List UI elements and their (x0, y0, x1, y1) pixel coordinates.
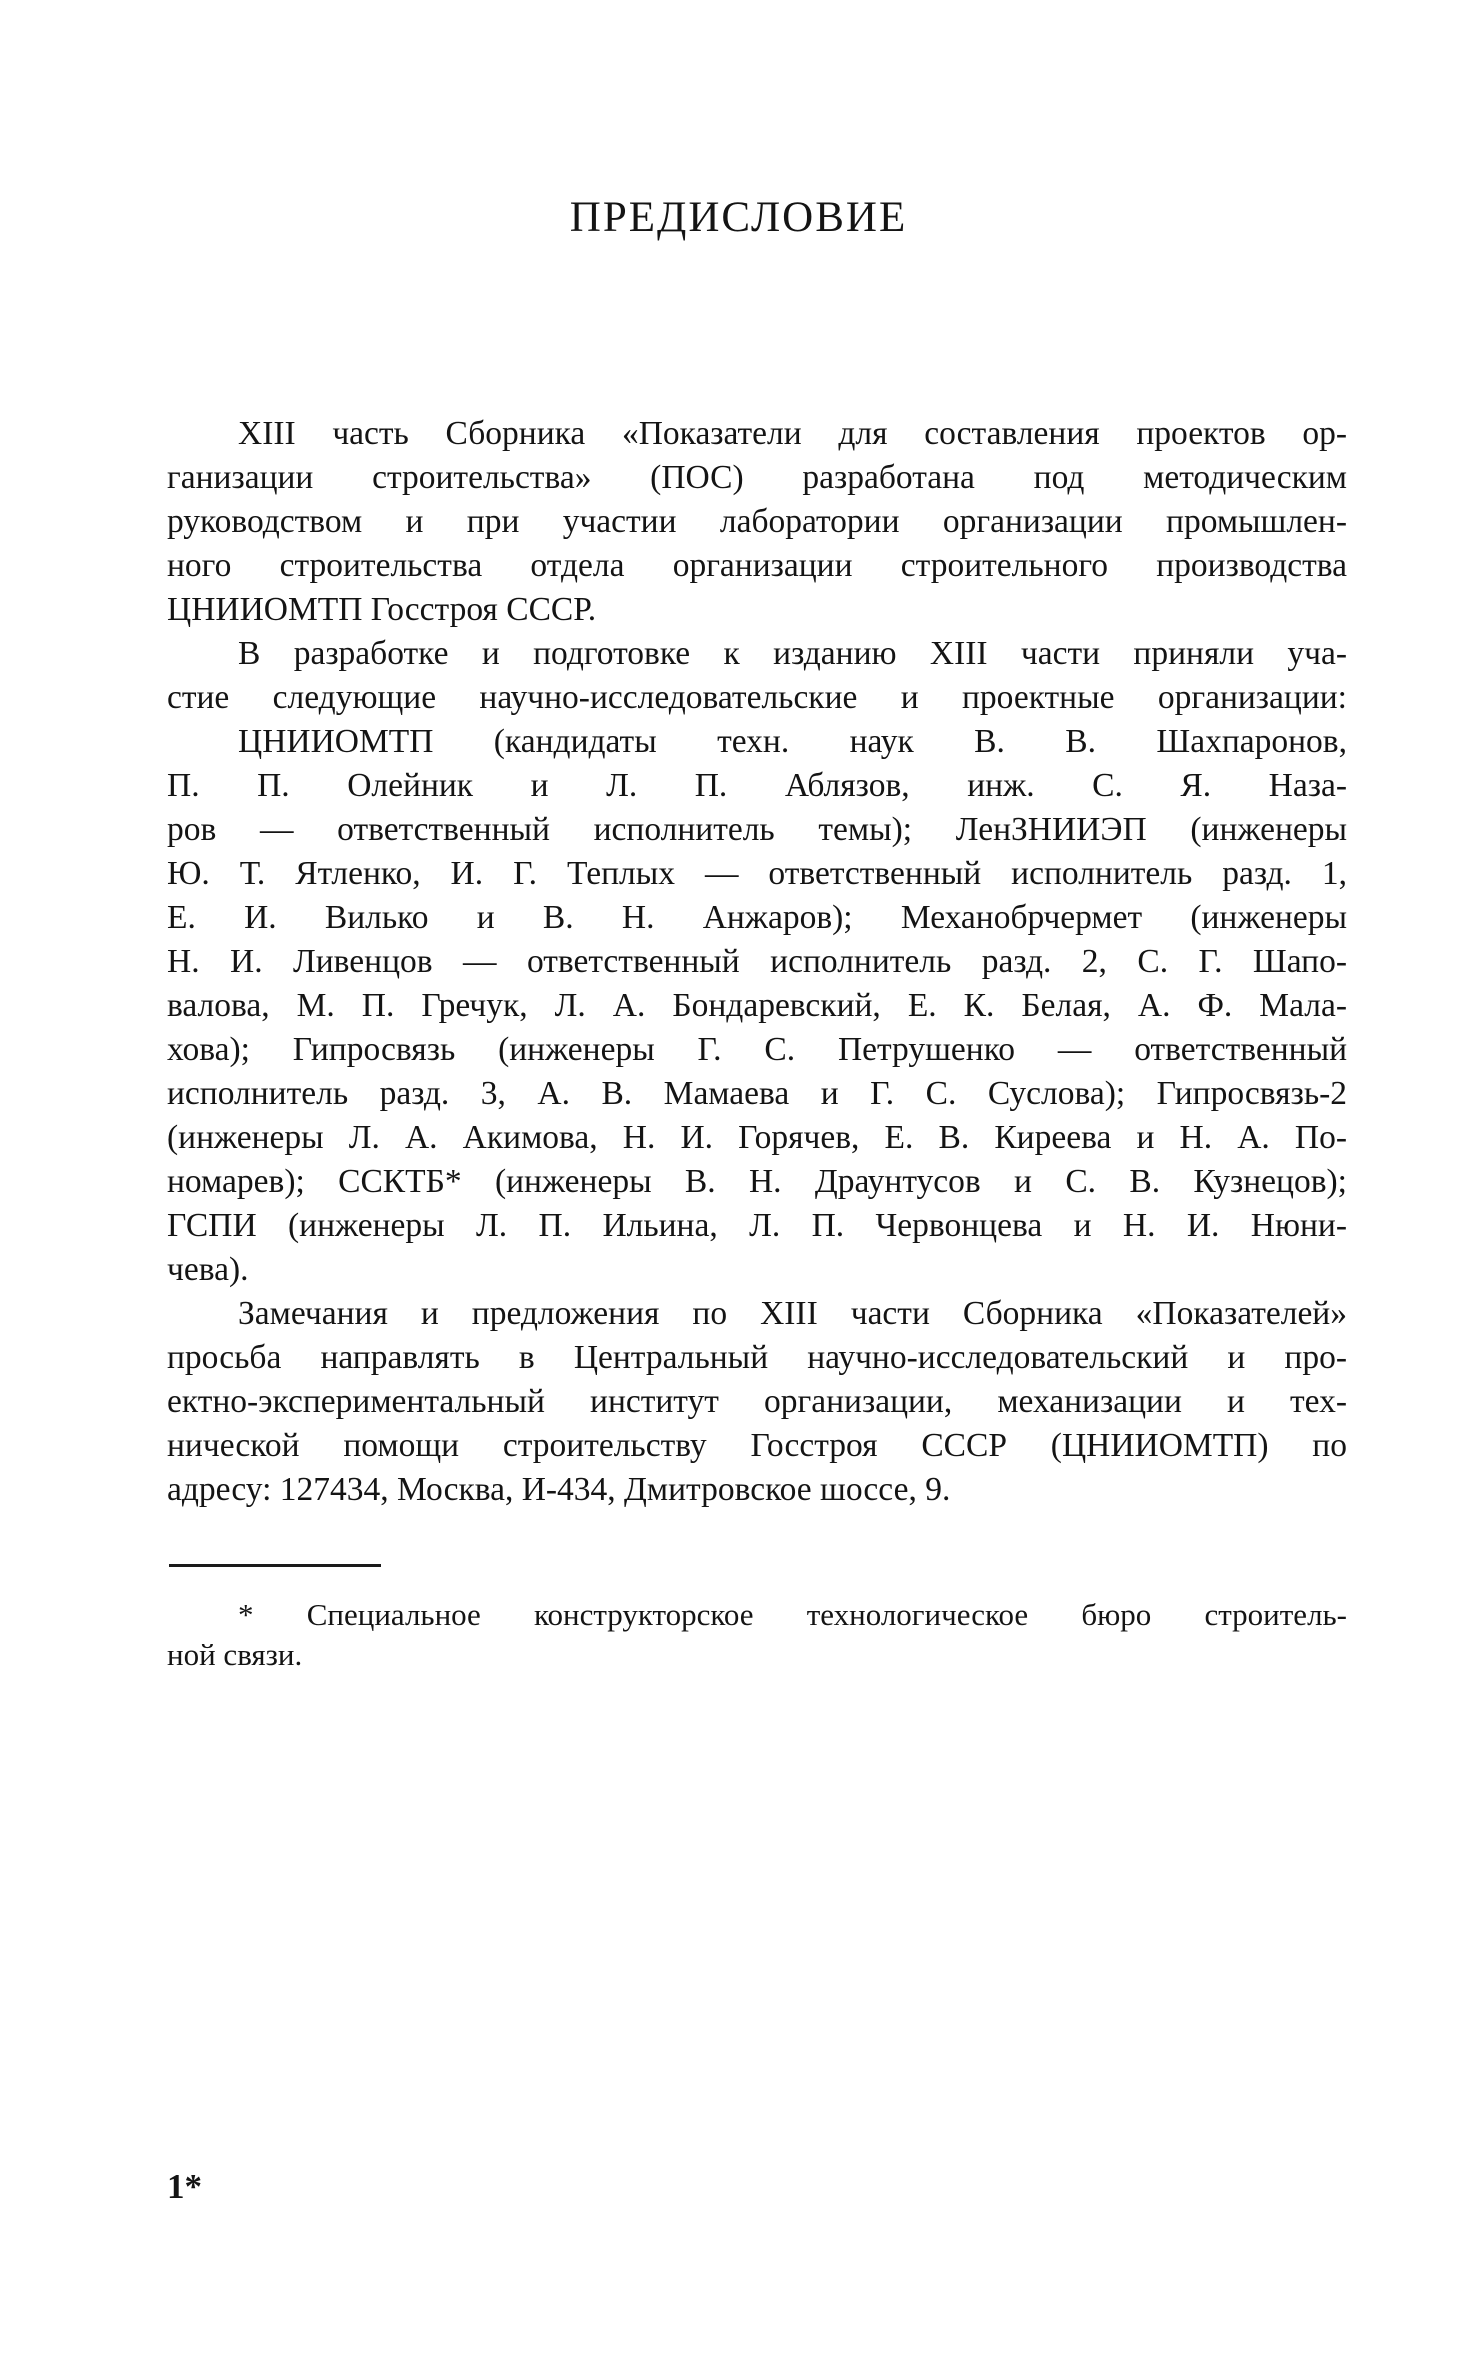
paragraph-4 (167, 1292, 1347, 1512)
text-line: ЦНИИОМТП (кандидаты техн. наук В. В. Шахпаронов, (238, 723, 1347, 760)
text-line: ЦНИИОМТП Госстроя СССР. (167, 591, 597, 628)
text-line: ров — ответственный исполнитель темы); ЛенЗНИИЭП (инженеры (167, 811, 1347, 848)
footnote-line: ной связи. (167, 1637, 303, 1672)
text-line: стие следующие научно-исследовательские и проектные организации: (167, 679, 1347, 716)
text-line: чева). (167, 1251, 249, 1288)
text-line: валова, М. П. Гречук, Л. А. Бондаревский, Е. К. Белая, А. Ф. Мала- (167, 987, 1347, 1024)
preface-body (167, 412, 1347, 1512)
text-line: ганизации строительства» (ПОС) разработана под методическим (167, 459, 1347, 496)
text-line: исполнитель разд. 3, А. В. Мамаева и Г. С. Суслова); Гипросвязь-2 (167, 1075, 1347, 1112)
page-title: ПРЕДИСЛОВИЕ (569, 194, 908, 241)
text-line: просьба направлять в Центральный научно-исследовательский и про- (167, 1339, 1347, 1376)
text-line: хова); Гипросвязь (инженеры Г. С. Петрушенко — ответственный (167, 1031, 1347, 1068)
text-line: ГСПИ (инженеры Л. П. Ильина, Л. П. Червонцева и Н. И. Нюни- (167, 1207, 1347, 1244)
text-line: адресу: 127434, Москва, И-434, Дмитровское шоссе, 9. (167, 1471, 951, 1508)
page-number: 1* (167, 2167, 202, 2206)
text-line: нической помощи строительству Госстроя СССР (ЦНИИОМТП) по (167, 1427, 1347, 1464)
text-line: В разработке и подготовке к изданию XIII части приняли уча- (238, 635, 1347, 672)
text-line: Н. И. Ливенцов — ответственный исполнитель разд. 2, С. Г. Шапо- (167, 943, 1347, 980)
text-line: Замечания и предложения по XIII части Сборника «Показателей» (238, 1295, 1347, 1332)
text-line: П. П. Олейник и Л. П. Аблязов, инж. С. Я. Наза- (167, 767, 1347, 804)
paragraph-2 (167, 632, 1347, 720)
text-line: (инженеры Л. А. Акимова, Н. И. Горячев, Е. В. Киреева и Н. А. По- (167, 1119, 1347, 1156)
footnote-divider (169, 1564, 381, 1567)
text-line: ектно-экспериментальный институт организации, механизации и тех- (167, 1383, 1347, 1420)
text-line: номарев); ССКТБ* (инженеры В. Н. Драунтусов и С. В. Кузнецов); (167, 1163, 1347, 1200)
text-line: руководством и при участии лаборатории организации промышлен- (167, 503, 1347, 540)
footnote-line: * Специальное конструкторское технологическое бюро строитель- (238, 1597, 1347, 1632)
text-line: XIII часть Сборника «Показатели для составления проектов ор- (238, 415, 1347, 452)
text-line: ного строительства отдела организации строительного производства (167, 547, 1347, 584)
paragraph-1 (167, 412, 1347, 632)
text-line: Ю. Т. Ятленко, И. Г. Теплых — ответственный исполнитель разд. 1, (167, 855, 1347, 892)
footnote (167, 1595, 1347, 1675)
paragraph-3 (167, 720, 1347, 1292)
text-line: Е. И. Вилько и В. Н. Анжаров); Механобрчермет (инженеры (167, 899, 1347, 936)
